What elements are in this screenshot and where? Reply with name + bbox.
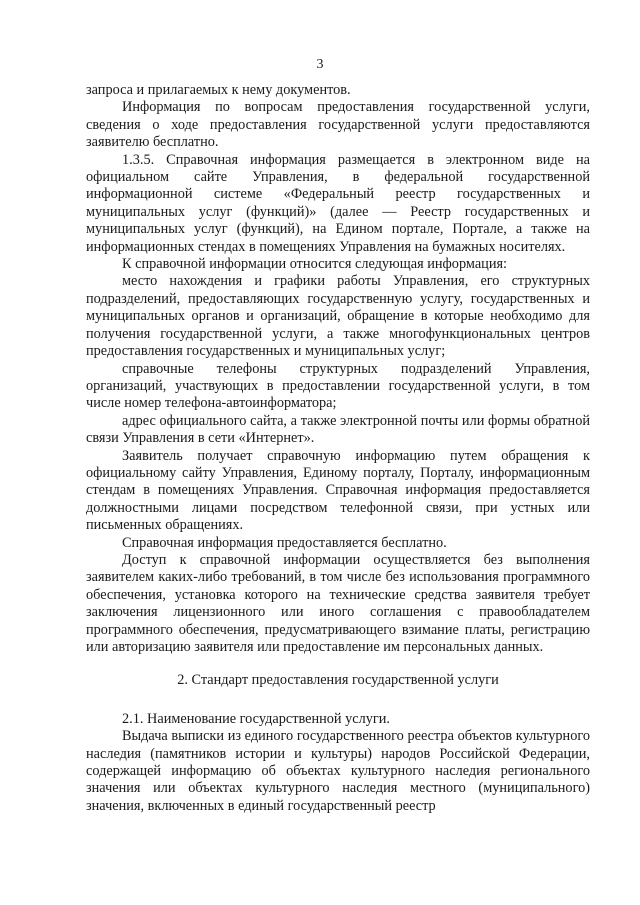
paragraph: Заявитель получает справочную информацию путем обращения к официальному сайту Управления, Единому порталу, Порталу, информационным стендам в помещениях Управления. Справочная информация предоставляется должностными лицами посредством телефонной связи, при устных или письменных обращениях. <box>86 447 590 534</box>
paragraph: Выдача выписки из единого государственного реестра объектов культурного наследия (памятников истории и культуры) народов Российской Федерации, содержащей информацию об объектах культурного наследия регионального значения или объектах культурного наследия местного (муниципального) значения, включенных в единый государственный реестр <box>86 728 590 814</box>
paragraph: Информация по вопросам предоставления государственной услуги, сведения о ходе предоставления государственной услуги предоставляются заявителю бесплатно. <box>86 99 590 151</box>
paragraph: запроса и прилагаемых к нему документов. <box>86 82 351 98</box>
paragraph: Справочная информация предоставляется бесплатно. <box>122 534 447 551</box>
paragraph: К справочной информации относится следующая информация: <box>122 256 508 273</box>
paragraph: место нахождения и графики работы Управления, его структурных подразделений, предоставляющих государственную услугу, государственных и муниципальных органов и организаций, обращение в которые необходимо для получения государственной услуги, а также многофункциональных центров предоставления государственных и муниципальных услуг; <box>86 273 590 360</box>
paragraph: 2.1. Наименование государственной услуги. <box>122 710 390 727</box>
document-body <box>86 82 590 815</box>
paragraph: 1.3.5. Справочная информация размещается в электронном виде на официальном сайте Управления, в федеральной государственной информационной системе «Федеральный реестр государственных и муниципальных услуг (функций)» (далее — Реестр государственных и муниципальных услуг (функций), на Едином портале, Портале, а также на информационных стендах в помещениях Управления на бумажных носителях. <box>86 151 590 255</box>
paragraph: Доступ к справочной информации осуществляется без выполнения заявителем каких-либо требований, в том числе без использования программного обеспечения, установка которого на технические средства заявителя требует заключения лицензионного или иного соглашения с правообладателем программного обеспечения, предусматривающего взимание платы, регистрацию или авторизацию заявителя или предоставление им персональных данных. <box>86 551 590 655</box>
paragraph: справочные телефоны структурных подразделений Управления, организаций, участвующих в предоставлении государственной услуги, в том числе номер телефона-автоинформатора; <box>86 360 590 412</box>
section-heading: 2. Стандарт предоставления государственной услуги <box>177 672 499 689</box>
page-number: 3 <box>316 57 324 72</box>
paragraph: адрес официального сайта, а также электронной почты или формы обратной связи Управления в сети «Интернет». <box>86 412 590 447</box>
